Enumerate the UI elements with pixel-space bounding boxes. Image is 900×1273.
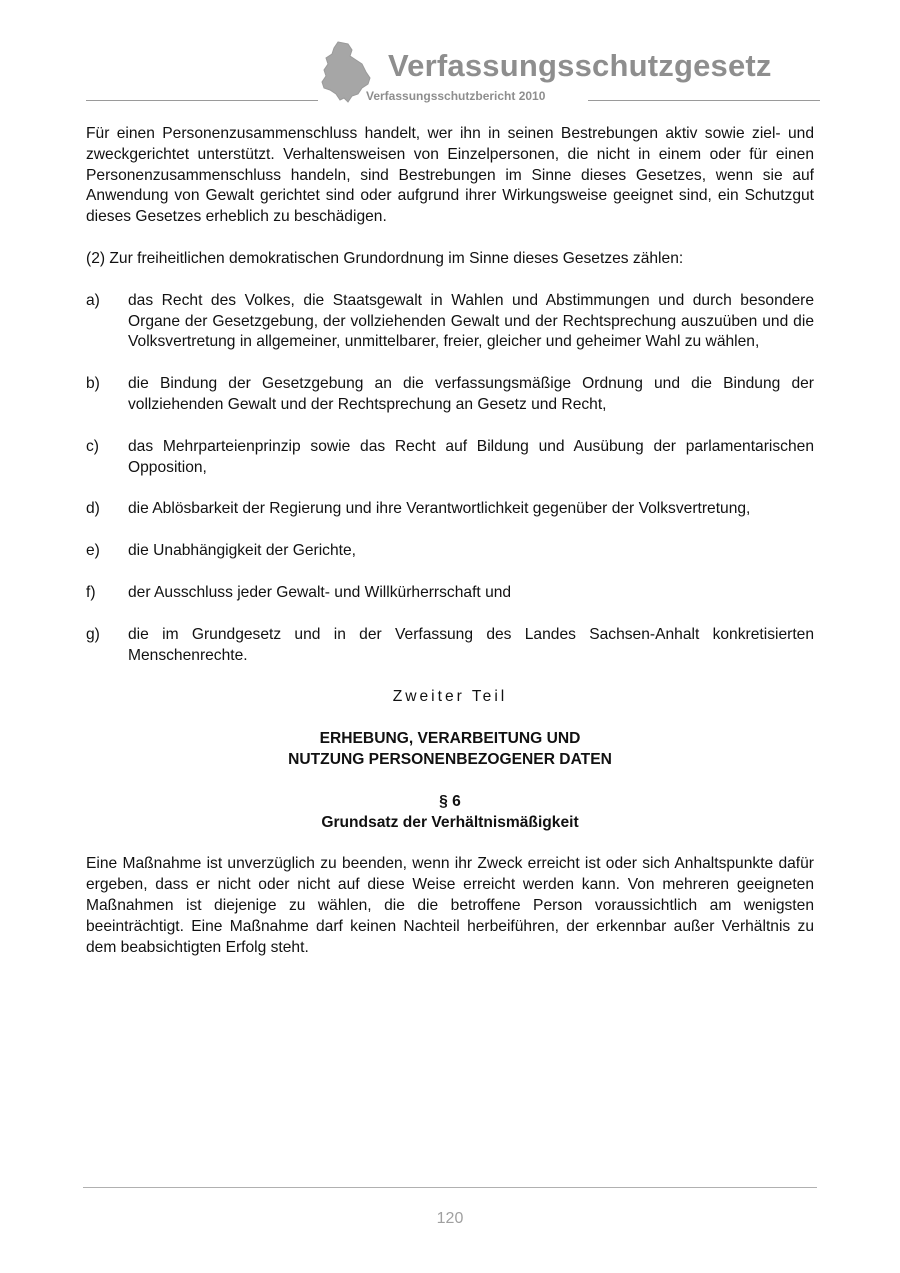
page-number: 120	[436, 1210, 464, 1227]
part-title: Zweiter Teil	[392, 688, 508, 706]
section-title: Grundsatz der Verhältnismäßigkeit	[321, 813, 579, 831]
list-letter: d)	[86, 500, 100, 518]
list-letter: f)	[86, 583, 96, 601]
part-heading-line1: ERHEBUNG, VERARBEITUNG UND	[319, 730, 581, 748]
part-heading-line2: NUTZUNG PERSONENBEZOGENER DATEN	[288, 750, 612, 768]
header-rule-right	[588, 100, 820, 101]
list-letter: g)	[86, 625, 100, 643]
page-header	[0, 0, 900, 110]
header-subtitle: Verfassungsschutzbericht 2010	[366, 89, 546, 103]
intro-paragraph: Für einen Personenzusammenschluss handelt, wer ihn in seinen Bestrebungen aktiv sowie ziel- und zweckgerichtet unterstützt. Verhaltensweisen von Einzelpersonen, die nicht in einem oder für einen Personenzusammenschluss handeln, sind Bestrebungen im Sinne dieses Gesetzes, wenn sie auf Anwendung von Gewalt gerichtet sind oder aufgrund ihrer Wirkungsweise geeignet sind, ein Schutzgut dieses Gesetzes erheblich zu beschädigen.	[86, 125, 814, 226]
header-title: Verfassungsschutzgesetz	[388, 48, 772, 83]
header-rule-left	[86, 100, 318, 101]
section-2-intro: (2) Zur freiheitlichen demokratischen Grundordnung im Sinne dieses Gesetzes zählen:	[86, 249, 684, 267]
list-text: die Bindung der Gesetzgebung an die verfassungsmäßige Ordnung und die Bindung der vollziehenden Gewalt und der Rechtsprechung an Gesetz und Recht,	[128, 375, 814, 413]
list-letter: a)	[86, 291, 100, 309]
section-paragraph: Eine Maßnahme ist unverzüglich zu beenden, wenn ihr Zweck erreicht ist oder sich Anhaltspunkte dafür ergeben, dass er nicht oder nicht auf diese Weise erreicht werden kann. Von mehreren geeigneten Maßnahmen ist diejenige zu wählen, die die betroffene Person voraussichtlich am wenigsten beeinträchtigt. Eine Maßnahme darf keinen Nachteil herbeiführen, der erkennbar außer Verhältnis zu dem beabsichtigten Erfolg steht.	[86, 855, 814, 956]
list-text: die im Grundgesetz und in der Verfassung des Landes Sachsen-Anhalt konkretisierten Menschenrechte.	[128, 625, 814, 664]
list-item-c	[86, 437, 814, 479]
list-text: die Unabhängigkeit der Gerichte,	[128, 542, 356, 560]
list-letter: b)	[86, 375, 100, 393]
footer-rule	[83, 1187, 817, 1188]
list-item-f	[86, 583, 814, 604]
list-text: die Ablösbarkeit der Regierung und ihre Verantwortlichkeit gegenüber der Volksvertretung,	[128, 500, 751, 518]
list-text: das Recht des Volkes, die Staatsgewalt in Wahlen und Abstimmungen und durch besondere Organe der Gesetzgebung, der vollziehenden Gewalt und der Rechtsprechung auszuüben und die Volksvertretung in allgemeiner, unmittelbarer, freier, gleicher und geheimer Wahl zu wählen,	[128, 291, 814, 351]
document-body	[86, 124, 814, 958]
list-item-a	[86, 291, 814, 353]
section-number: § 6	[439, 792, 461, 810]
list-letter: e)	[86, 542, 100, 560]
list-item-b	[86, 374, 814, 416]
list-item-e	[86, 541, 814, 562]
list-item-d	[86, 499, 814, 520]
list-text: das Mehrparteienprinzip sowie das Recht auf Bildung und Ausübung der parlamentarischen Opposition,	[128, 437, 814, 476]
list-text: der Ausschluss jeder Gewalt- und Willkürherrschaft und	[128, 583, 512, 601]
list-item-g	[86, 625, 814, 667]
list-letter: c)	[86, 437, 99, 455]
